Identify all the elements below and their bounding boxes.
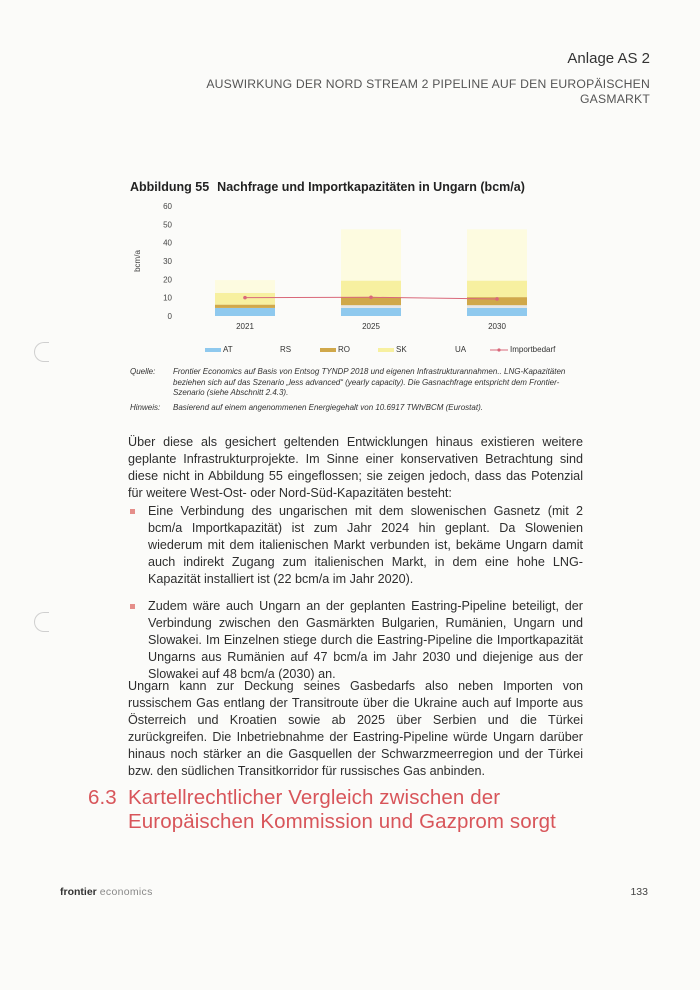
bar-segment-ro-2021 [215,305,275,308]
bar-segment-at-2030 [467,308,527,316]
bullet-item [128,503,583,588]
y-tick-label: 10 [163,293,172,303]
y-tick-label: 0 [167,312,172,321]
bar-segment-rs-2030 [467,305,527,308]
bullet-text: Eine Verbindung des ungarischen mit dem slowenischen Gasnetz (mit 2 bcm/a Importkapazität) ist zum Jahr 2024 hin geplant. Da Slowenien wiederum mit dem italienischen Markt verbunden ist, bekäme Ungarn damit auch indirekt Zugang zum italienischen Markt, in dem eine hohe LNG-Kapazität installiert ist (22 bcm/a im Jahr 2020). [148,504,583,586]
bullet-marker [130,604,135,609]
legend-label-at: AT [223,345,233,354]
paragraph-summary: Ungarn kann zur Deckung seines Gasbedarfs also neben Importen von russischem Gas entlang der Transitroute über die Ukraine auch auf Importe aus Österreich und Kroatien sowie ab 2025 über Serbien und die Türkei zurückgreifen. Die Inbetriebnahme der Eastring-Pipeline würde Ungarn darüber hinaus noch stärker an die Gasquellen der Schwarzmeerregion und der Türkei bzw. den südlichen Transitkorridor für russisches Gas anbinden. [128,679,583,778]
legend-label-ro: RO [338,345,350,354]
figure-caption: Nachfrage und Importkapazitäten in Ungarn (bcm/a) [217,180,525,194]
bullet-marker [130,509,135,514]
figure-number: Abbildung 55 [130,180,210,194]
paragraph-intro: Über diese als gesichert geltenden Entwicklungen hinaus existieren weitere geplante Infrastrukturprojekte. Im Sinne einer konservativen Betrachtung sind diese nicht in Abbildung 55 eingeflossen; sie zeigen jedoch, dass das Potenzial für weitere West-Ost- oder Nord-Süd-Kapazitäten besteht: [128,435,583,500]
y-tick-label: 20 [163,275,172,285]
figure-source [130,367,590,399]
header-title: AUSWIRKUNG DER NORD STREAM 2 PIPELINE AUF DEN EUROPÄISCHEN GASMARKT [206,77,650,106]
x-tick-label: 2030 [488,322,506,331]
bar-segment-at-2025 [341,308,401,316]
bar-segment-sk-2030 [467,281,527,298]
source-label: Quelle: [130,367,156,376]
section-title: Kartellrechtlicher Vergleich zwischen der Europäischen Kommission und Gazprom sorgt [128,786,556,833]
bar-segment-ua-2021 [215,280,275,293]
section-heading [88,786,608,834]
bar-segment-rs-2025 [341,305,401,308]
chart [130,196,570,366]
section-number: 6.3 [88,786,117,809]
legend-swatch-at [205,348,221,352]
punch-hole-mark [34,612,49,632]
importbedarf-point [243,296,247,300]
bar-segment-at-2021 [215,308,275,316]
x-tick-label: 2021 [236,322,254,331]
importbedarf-point [495,297,499,301]
y-tick-label: 60 [163,202,172,211]
page-number: 133 [630,886,648,898]
note-text: Basierend auf einem angenommenen Energiegehalt von 10.6917 TWh/BCM (Eurostat). [173,403,483,412]
note-label: Hinweis: [130,403,161,412]
legend-label-ua: UA [455,345,467,354]
legend-swatch-ro [320,348,336,352]
legend-marker-importbedarf [497,348,500,351]
header-anlage: Anlage AS 2 [567,50,650,67]
brand-bold: frontier [60,886,97,898]
figure-note [130,403,590,414]
source-text: Frontier Economics auf Basis von Entsog TYNDP 2018 und eigenen Infrastrukturannahmen.. LNG-Kapazitäten beziehen sich auf das Szenario „less advanced“ (yearly capacity). Die Gasnachfrage entspricht dem Frontier-Szenario (siehe Abschnitt 2.4.3). [173,367,566,397]
bar-segment-ua-2025 [341,229,401,280]
bullet-list [128,503,583,693]
bar-segment-sk-2025 [341,281,401,298]
footer-brand [60,886,153,898]
figure-title [130,180,525,194]
brand-light: economics [99,886,153,898]
bullet-text: Zudem wäre auch Ungarn an der geplanten Eastring-Pipeline beteiligt, der Verbindung zwischen den Gasmärkten Bulgarien, Rumänien, Ungarn und Slowakei. Im Einzelnen stiege durch die Eastring-Pipeline die Importkapazität Ungarns aus Rumänien auf 47 bcm/a im Jahr 2030 und diejenige aus der Slowakei auf 48 bcm/a (2030) an. [148,599,583,681]
legend-label-sk: SK [396,345,407,354]
bar-segment-ua-2030 [467,229,527,280]
y-axis-title: bcm/a [133,250,142,272]
legend-label-importbedarf: Importbedarf [510,345,556,354]
legend-label-rs: RS [280,345,292,354]
y-tick-label: 40 [163,238,172,248]
bullet-item [128,598,583,683]
y-tick-label: 50 [163,220,172,230]
x-tick-label: 2025 [362,322,380,331]
y-tick-label: 30 [163,257,172,266]
importbedarf-point [369,296,373,300]
punch-hole-mark [34,342,49,362]
legend-swatch-sk [378,348,394,352]
